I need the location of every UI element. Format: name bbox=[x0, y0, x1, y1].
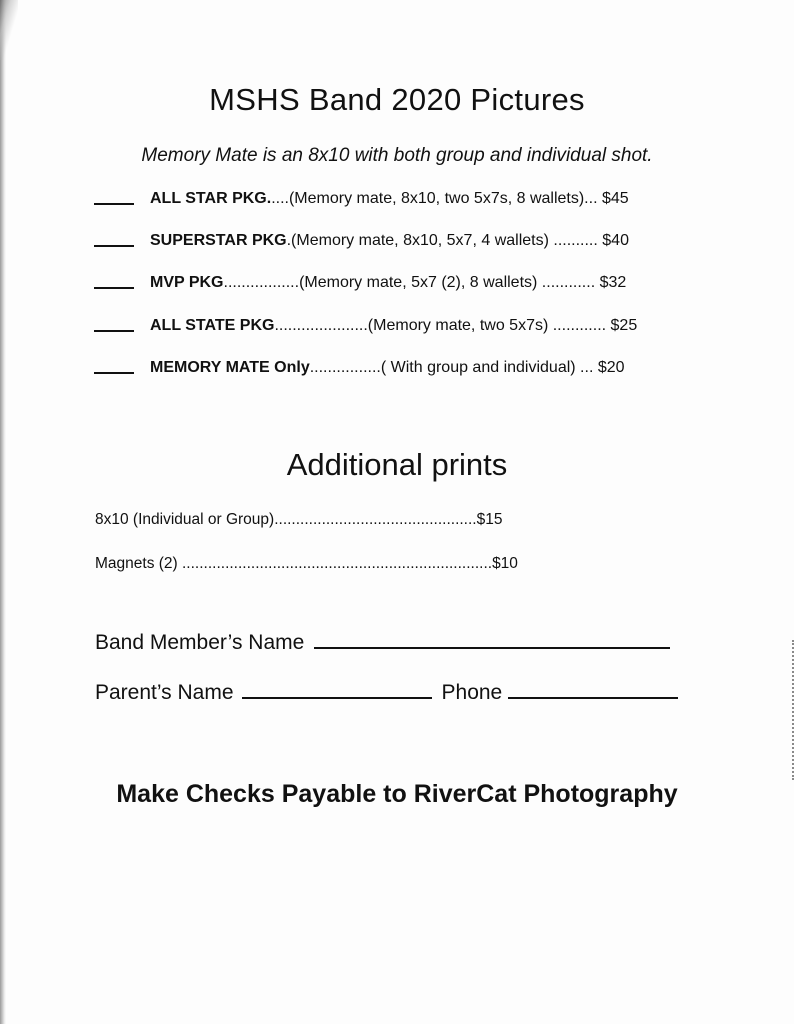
package-row-superstar bbox=[94, 232, 714, 250]
package-row-memory-mate-only bbox=[94, 359, 714, 377]
page-title: MSHS Band 2020 Pictures bbox=[209, 82, 585, 117]
phone-label: Phone bbox=[441, 681, 503, 704]
package-details: .(Memory mate, 8x10, 5x7, 4 wallets) .......... $40 bbox=[286, 232, 629, 249]
checkbox-blank[interactable] bbox=[94, 330, 134, 332]
band-member-name-field[interactable] bbox=[314, 646, 670, 649]
parent-name-field[interactable] bbox=[242, 696, 432, 699]
package-row-all-star bbox=[94, 190, 714, 208]
checkbox-blank[interactable] bbox=[94, 287, 134, 289]
band-member-name-label: Band Member’s Name bbox=[95, 631, 305, 654]
additional-print-magnets: Magnets (2) ........................................................................$10 bbox=[95, 555, 518, 572]
page-corner-shadow bbox=[0, 0, 18, 60]
package-name: SUPERSTAR PKG bbox=[150, 232, 287, 249]
package-name: MVP PKG bbox=[150, 274, 224, 291]
package-row-mvp bbox=[94, 274, 714, 292]
payment-instructions: Make Checks Payable to RiverCat Photography bbox=[116, 780, 678, 808]
additional-print-8x10: 8x10 (Individual or Group)...............................................$15 bbox=[95, 511, 503, 528]
page-edge-perforation bbox=[789, 640, 794, 780]
package-details: .................(Memory mate, 5x7 (2), 8 wallets) ............ $32 bbox=[223, 274, 627, 291]
package-details: ................( With group and individual) ... $20 bbox=[309, 359, 625, 376]
memory-mate-note: Memory Mate is an 8x10 with both group and individual shot. bbox=[141, 145, 653, 166]
checkbox-blank[interactable] bbox=[94, 245, 134, 247]
checkbox-blank[interactable] bbox=[94, 372, 134, 374]
package-details: ....(Memory mate, 8x10, two 5x7s, 8 wallets)... $45 bbox=[271, 190, 629, 207]
parent-phone-row bbox=[95, 681, 678, 705]
checkbox-blank[interactable] bbox=[94, 203, 134, 205]
additional-prints-title: Additional prints bbox=[286, 447, 508, 482]
package-name: ALL STATE PKG bbox=[150, 317, 275, 334]
phone-field[interactable] bbox=[508, 696, 678, 699]
parent-name-label: Parent’s Name bbox=[95, 681, 234, 704]
package-details: .....................(Memory mate, two 5x7s) ............ $25 bbox=[274, 317, 638, 334]
package-name: ALL STAR PKG. bbox=[150, 190, 272, 207]
band-member-name-row bbox=[95, 631, 670, 655]
package-name: MEMORY MATE Only bbox=[150, 359, 310, 376]
package-row-all-state bbox=[94, 317, 714, 335]
